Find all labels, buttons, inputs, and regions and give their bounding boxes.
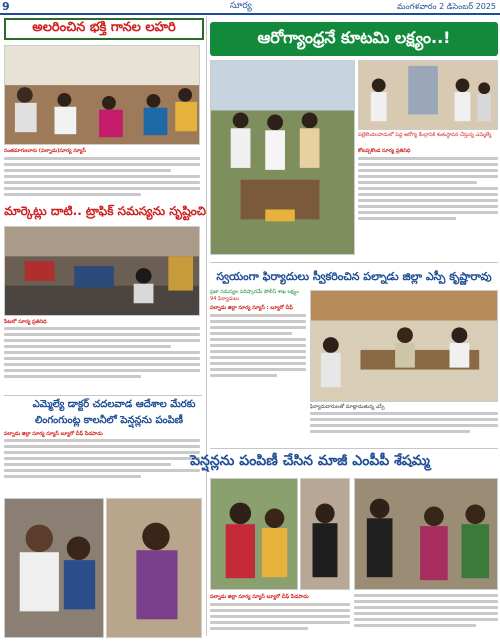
photo-pension-seshamma-3 (354, 478, 498, 590)
byline-arogya: కోటప్పకొండ సూర్య ప్రతినిధి (358, 148, 411, 154)
photo-sp-grievance (310, 290, 498, 402)
article-body-lingamguntla (4, 439, 200, 489)
photo-arogya-foundation (210, 60, 355, 255)
article-body-pension-2 (354, 594, 498, 639)
photo-arogya-plaque (358, 60, 498, 130)
byline-sp: పల్నాడు జిల్లా సూర్య న్యూస్ : బ్యూరో చీఫ్ (210, 305, 293, 311)
headline-bhakti: అలరించిన భక్తి గానల లహరి (4, 18, 204, 40)
photo-pension-seshamma-1 (210, 478, 298, 590)
article-body-sp-2 (310, 412, 498, 446)
article-body-traffic (4, 327, 200, 393)
photo-pension-woman (106, 498, 202, 638)
byline-bhakti: సంతమాగులూరు (పల్నాడు)సూర్య న్యూస్ (4, 148, 86, 154)
issue-date: మంగళవారం 2 డిసెంబర్ 2025 (397, 2, 496, 11)
headline-traffic: మార్కెట్లు దాటి.. ట్రాఫిక్ సమస్యను సృష్టించి (4, 203, 206, 218)
divider-right-2 (210, 448, 498, 449)
headline-sp: స్వయంగా ఫిర్యాదులు స్వీకరించిన పల్నాడు జిల్లా ఎస్పీ కృష్ణారావు (216, 270, 492, 283)
photo-pension-elderly-man (4, 498, 104, 638)
byline-traffic: పేటలో సూర్య ప్రతినిధి (4, 319, 47, 325)
strap-sp-red: 94 ఫిర్యాదులు (210, 296, 240, 302)
photo-pension-seshamma-2 (300, 478, 350, 590)
caption-sp: ఫిర్యాదుదారులతో మాట్లాడుతున్న ఎస్పీ (310, 404, 385, 410)
paper-name: సూర్య (230, 1, 252, 11)
photo-traffic-market (4, 226, 200, 316)
photo-bhakti-gathering (4, 45, 200, 145)
masthead-bar (0, 0, 500, 15)
divider-left (4, 395, 202, 396)
article-body-sp (210, 314, 306, 404)
headline-mla: ఎమ్మెల్యే డాక్టర్ చదలవాడ ఆదేశాల మేరకు (32, 399, 196, 410)
page-number: 9 (2, 0, 10, 13)
article-body-pension-1 (210, 603, 350, 639)
byline-lingamguntla: పల్నాడు జిల్లా సూర్య న్యూస్ బ్యూరో చీఫ్ పేడపాడు (4, 431, 103, 437)
column-divider (206, 16, 207, 636)
article-body-arogya (358, 157, 498, 257)
strap-sp-green: ప్రజా సమస్యల పరిష్కారమే పోలీస్ శాఖ లక్ష్యం (210, 289, 299, 295)
caption-arogya: పల్లెకొండలపాడులో పెద్ద ఆరోగ్య కేంద్రానికి శంకుస్థాపన చేస్తున్న ఎమ్మెల్యే (358, 132, 492, 138)
headline-lingamguntla: లింగంగుంట్ల కాలనీలో పెన్షన్లను పంపిణీ (35, 415, 183, 426)
divider-right-1 (210, 262, 498, 263)
headline-pension: పెన్షన్లను పంపిణీ చేసిన మాజీ ఎంపీపీ శేషమ్మ (190, 452, 430, 469)
headline-arogya: ఆరోగ్యాంధ్రనే కూటమి లక్ష్యం..! (210, 22, 498, 56)
article-body-bhakti (4, 157, 200, 199)
byline-pension: పల్నాడు జిల్లా సూర్య న్యూస్ బ్యూరో చీఫ్ పేడపాడు (210, 594, 309, 600)
